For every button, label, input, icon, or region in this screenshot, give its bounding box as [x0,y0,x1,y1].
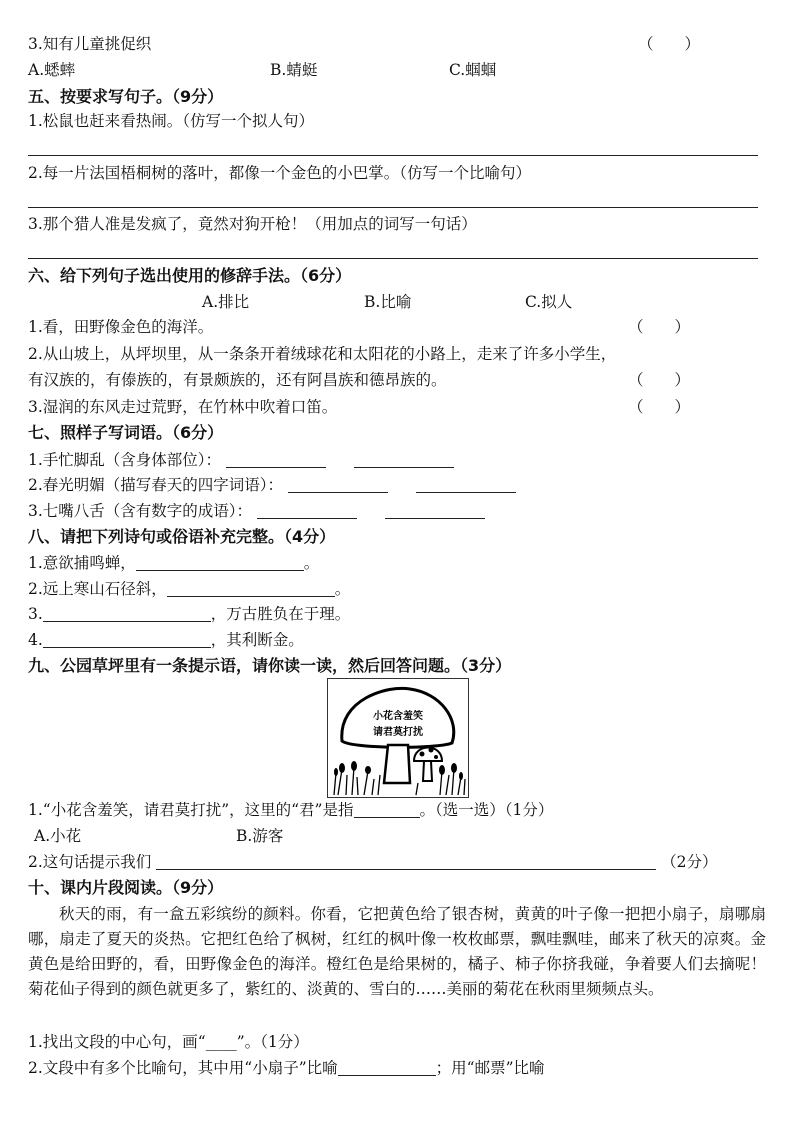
answer-parentheses[interactable]: （ ） [628,398,691,416]
section-7-title: 七、照样子写词语。（6分） [28,423,224,442]
question-item [28,552,765,574]
option-c: C.蝈蝈 [449,61,497,79]
option-a: A.小花 [34,827,82,845]
question-item [28,316,765,338]
section-5-title: 五、按要求写句子。（9分） [28,87,224,106]
question-text: 。 [334,580,351,598]
question-text: 3.湿润的东风走过荒野，在竹林中吹着口笛。 [28,398,338,416]
question-item [28,851,765,873]
answer-blank[interactable] [338,1059,436,1076]
question-text: 。（选一选）（1分） [419,801,554,819]
question-item [28,449,765,471]
option-c: C.拟人 [525,293,573,311]
section-9-title: 九、公园草坪里有一条提示语，请你读一读，然后回答问题。（3分） [28,656,512,675]
question-text: 2.远上寒山石径斜， [28,580,167,598]
question-item [28,474,765,496]
mushroom-sign-image [327,678,469,798]
answer-parentheses[interactable]: （ ） [628,318,691,336]
question-text: 3.知有儿童挑促织 [28,35,152,53]
question-item [28,799,765,821]
question-item [28,603,765,625]
question-item [28,33,765,55]
question-item: 1.找出文段的中心句，画“____”。（1分） [28,1033,309,1051]
question-text: 2.文段中有多个比喻句，其中用“小扇子”比喻 [28,1059,338,1077]
question-text: 1.手忙脚乱（含身体部位）： [28,451,222,469]
question-item: 3.那个猎人准是发疯了，竟然对狗开枪！（用加点的词写一句话） [28,215,477,233]
question-item [28,629,765,651]
answer-blank[interactable] [167,580,335,597]
answer-blank[interactable] [43,605,211,622]
question-text: 3. [28,605,43,623]
question-text: ，其利断金。 [210,631,304,649]
answer-line[interactable] [28,258,758,259]
answer-blank[interactable] [385,502,485,519]
question-text: 1.意欲捕鸣蝉， [28,554,136,572]
answer-blank[interactable] [257,502,357,519]
question-item: 2.每一片法国梧桐树的落叶，都像一个金色的小巴掌。（仿写一个比喻句） [28,164,532,182]
option-a: A.排比 [202,293,250,311]
question-item: 2.从山坡上，从坪坝里，从一条条开着绒球花和太阳花的小路上，走来了许多小学生， [28,345,617,363]
option-b: B.游客 [236,827,284,845]
question-text: 2.春光明媚（描写春天的四字词语）： [28,476,284,494]
answer-blank[interactable] [43,631,211,648]
section-10-title: 十、课内片段阅读。（9分） [28,878,224,897]
question-text: 3.七嘴八舌（含有数字的成语）： [28,502,253,520]
question-text: 2.这句话提示我们 [28,853,152,871]
question-item: 1.松鼠也赶来看热闹。（仿写一个拟人句） [28,112,315,130]
question-item-continued [28,369,765,391]
reading-passage: 秋天的雨，有一盒五彩缤纷的颜料。你看，它把黄色给了银杏树，黄黄的叶子像一把把小扇子，扇哪扇哪，扇走了夏天的炎热。它把红色给了枫树，红红的枫叶像一枚枚邮票，飘哇飘哇，邮来了秋天的凉爽。金黄色是给田野的，看，田野像金色的海洋。橙红色是给果树的，橘子、柿子你挤我碰，争着要人们去摘呢！菊花仙子得到的颜色就更多了，紫红的、淡黄的、雪白的……美丽的菊花在秋雨里频频点头。 [28,905,766,998]
answer-blank[interactable] [136,554,304,571]
question-text: ；用“邮票”比喻 [435,1059,545,1077]
answer-line[interactable] [28,155,758,156]
answer-parentheses[interactable]: （ ） [638,35,701,53]
answer-blank[interactable] [156,853,656,870]
question-text: 有汉族的，有傣族的，有景颇族的，还有阿昌族和德昂族的。 [28,371,447,389]
answer-parentheses[interactable]: （ ） [628,371,691,389]
question-item [28,396,765,418]
mushroom-sign-drawing [328,679,468,797]
question-text: （2分） [661,853,718,871]
section-8-title: 八、请把下列诗句或俗语补充完整。（4分） [28,527,336,546]
option-a: A.蟋蟀 [28,61,76,79]
question-text: 1.“小花含羞笑，请君莫打扰”，这里的“君”是指 [28,801,354,819]
answer-blank[interactable] [354,451,454,468]
question-text: 4. [28,631,43,649]
question-item [28,500,765,522]
option-b: B.比喻 [364,293,412,311]
sign-line-2: 请君莫打扰 [373,727,423,738]
question-item [28,1057,765,1079]
question-text: 。 [303,554,320,572]
answer-blank[interactable] [416,476,516,493]
section-6-title: 六、给下列句子选出使用的修辞手法。（6分） [28,266,352,285]
option-b: B.蜻蜓 [270,61,318,79]
question-text: 1.看，田野像金色的海洋。 [28,318,214,336]
answer-blank[interactable] [354,801,420,818]
answer-blank[interactable] [226,451,326,468]
answer-blank[interactable] [288,476,388,493]
answer-line[interactable] [28,207,758,208]
question-text: ，万古胜负在于理。 [210,605,351,623]
sign-line-1: 小花含羞笑 [373,711,423,722]
question-item [28,578,765,600]
